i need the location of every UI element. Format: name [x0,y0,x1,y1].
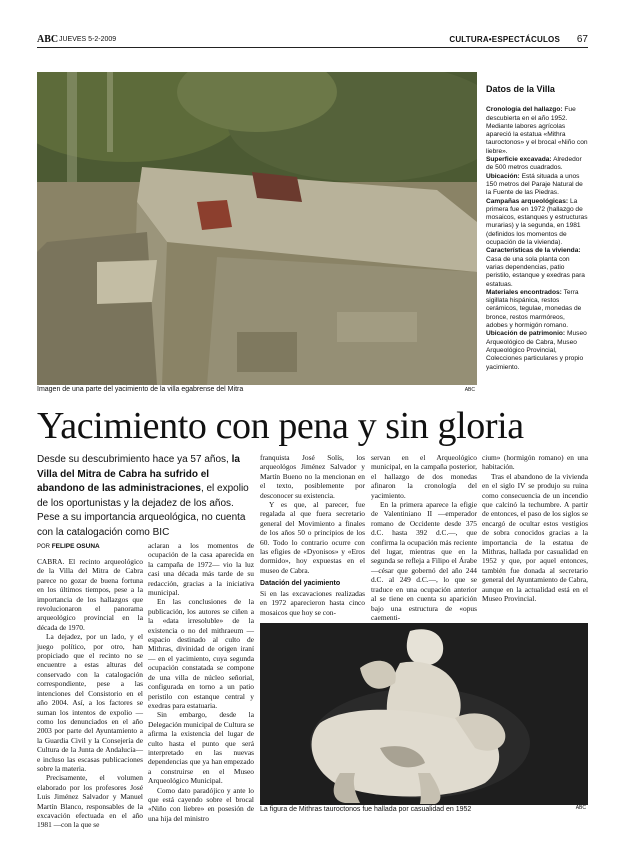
paragraph: En las conclusiones de la publicación, los autores se ciñen a la «data irresoluble» de la existencia o no del mithraeum —espacio destinado al culto de Mithras, divinidad de origen iraní— en el yacimiento, cuya segunda ocupación constatada se compone de una villa de núcleo señorial, configurada en torno a un patio peristilo con estanque central y exedras para estatuaria. [148,597,254,710]
fact-item [486,173,588,198]
fact-text: La primera fue en 1972 (hallazgo de mosaicos, estanques y estructuras murarias) y la segunda, en 1981 (definidos los momentos de ocupación de la vivienda). [486,197,588,247]
paragraph: CABRA. El recinto arqueológico de la Villa del Mitra de Cabra parece no gozar de buena fortuna en los últimos tiempos, pese a la importancia de los hallazgos que revolucionaron el panorama arqueológico provincial en la década de 1970. [37,557,143,632]
villa-facts-sidebar [486,85,588,372]
body-column-5 [482,453,588,604]
fact-label: Cronología del hallazgo: [486,106,563,114]
sidebar-title: Datos de la Villa [486,84,555,94]
byline-author: FELIPE OSUNA [51,543,100,550]
paragraph: cium» (hormigón romano) en una habitación. [482,453,588,472]
page-number: 67 [576,34,588,45]
paragraph: La dejadez, por un lado, y el juego político, por otro, han propiciado que el recinto no se encuentre a estas alturas del conservado con la catalogación correspondiente, pese a las intenciones del Consistorio en el año 2004. Así, a los factores se suman los intentos de expolio —como los denunciados en el año 2003 por parte del Ayuntamiento a la Guardia Civil y la Consejería de Cultura de la Junta de Andalucía— e incluso las escasas publicaciones sobre la materia. [37,632,143,773]
paragraph: Si en las excavaciones realizadas en 1972 aparecieron hasta cinco mosaicos que hoy se con- [260,588,365,617]
villa-ruins-photo [37,72,477,385]
fact-text: Terra sigillata hispánica, restos cerámicos, tegulae, monedas de bronce, restos marmóreos, adobes y hormigón romano. [486,288,582,330]
fact-item [486,198,588,248]
body-column-3 [260,453,365,617]
fact-text: Fue descubierta en el año 1952. Mediante labores agrícolas apareció la estatua «Mithra tauroctonos» y el brocal «Niño con liebre». [486,106,588,155]
fact-label: Superficie excavada: [486,156,552,164]
photo-credit: ABC [575,805,586,811]
issue-date: JUEVES 5-2-2009 [59,36,117,43]
photo-credit: ABC [464,387,475,393]
paragraph: franquista José Solís, los arqueológos Jiménez Salvador y Martín Bueno no la mencionan en el texto, posiblemente por desconocer su existencia. [260,453,365,500]
body-column-4 [371,453,477,622]
fact-label: Ubicación de patrimonio: [486,330,566,338]
fact-label: Materiales encontrados: [486,288,562,296]
body-column-2 [148,541,254,823]
fact-item [486,106,588,156]
mithras-statue-photo [260,623,588,805]
page-header [37,34,588,48]
paragraph: Sin embargo, desde la Delegación municipal de Cultura se afirma la existencia del lugar de culto hasta el punto que será interpretado en las nuevas dependencias que ya han empezado a construirse en el Museo Arqueológico Municipal. [148,710,254,786]
fact-text: Museo Arqueológico de Cabra, Museo Arqueológico Provincial, Colecciones particulares y propio yacimiento. [486,330,587,371]
caption-text: La figura de Mithras tauroctonos fue hallada por casualidad en 1952 [260,806,472,813]
article-headline: Yacimiento con pena y sin gloria [37,405,524,447]
fact-item [486,156,588,173]
byline [37,543,100,550]
fact-label: Campañas arqueológicas: [486,197,569,205]
paragraph: Precisamente, el volumen elaborado por los profesores José Luis Jiménez Salvador y Manuel Martín Blanco, responsables de la excavación efectuada en el año 1981 —con la que se [37,773,143,830]
dek-part-1: Desde su descubrimiento hace ya 57 años, [37,454,232,465]
body-column-1 [37,557,143,830]
dek-part-2: , el expolio de los oportunistas y la dejadez de los años. Pese a su importancia arqueológica, no cuenta con la catalogación como BIC [37,483,249,538]
subheading: Datación del yacimiento [260,580,341,588]
fact-label: Ubicación: [486,172,520,180]
brand-logo: ABC [37,34,59,45]
fact-label: Características de la vivienda: [486,247,581,255]
caption-text: Imagen de una parte del yacimiento de la villa egabrense del Mitra [37,386,244,393]
fact-text: Alrededor de 500 metros cuadrados. [486,156,582,172]
fact-text: Está situada a unos 150 metros del Paraje Natural de la Fuente de las Piedras. [486,172,583,197]
fact-item [486,289,588,330]
byline-prefix: POR [37,544,51,550]
fact-item [486,330,588,371]
dek-bold: la Villa del Mitra de Cabra ha sufrido el abandono de las administraciones [37,454,240,494]
paragraph: Tras el abandono de la vivienda en el siglo IV se produjo su ruina como consecuencia de un incendio que calcinó la techumbre. A partir de entonces, el paso de los siglos se encargó de ocultar estos vestigios de sobra conocidos gracias a la importancia de la estatua de Mithras, hallada por casualidad en 1952 y que, por aquel entonces, también fue donada al secretario general del Ayuntamiento de Cabra, aunque en la actualidad está en el Museo Provincial. [482,471,588,604]
paragraph: En la primera aparece la efigie de Valentiniano II —emperador romano de Occidente desde 375 d.C. hasta 392 d.C.—, que confirma la ocupación más reciente del lugar, mientras que en la segunda se refleja a Filipo el Árabe —césar que gobernó del año 244 d.C. al 249 d.C.—, lo que se traduce en una ocupación anterior al se tiene en cuenta su aparición bajo una estructura de «opus caementi- [371,500,477,622]
article-dek [37,453,253,540]
paragraph: aclaran a los momentos de ocupación de la casa aparecida en la campaña de 1972— vio la luz casi una década más tarde de su redacción, gracias a la iniciativa municipal. [148,541,254,598]
paragraph: servan en el Arqueológico municipal, en la campaña posterior, el hallazgo de dos monedas afinaron la cronología del yacimiento. [371,453,477,500]
paragraph: Y es que, al parecer, fue regalada al que fuera secretario general del Movimiento a finales de los años 50 o principios de los 60. Todo lo contrario ocurre con las efigies de «Dyonisos» y «Eros dormido», hoy expuestas en el museo de Cabra. [260,500,365,575]
section-name: CULTURA•ESPECTÁCULOS [449,35,560,44]
bottom-photo-caption [260,806,588,813]
header-rule [37,47,588,48]
top-photo-caption [37,386,477,393]
fact-text: Casa de una sola planta con varias dependencias, patio peristilo, estanque y exedras para estatuas. [486,255,585,288]
fact-item [486,247,588,288]
paragraph: Como dato paradójico y ante lo que está cayendo sobre el brocal «Niño con liebre» en posesión de una hija del ministro [148,785,254,823]
